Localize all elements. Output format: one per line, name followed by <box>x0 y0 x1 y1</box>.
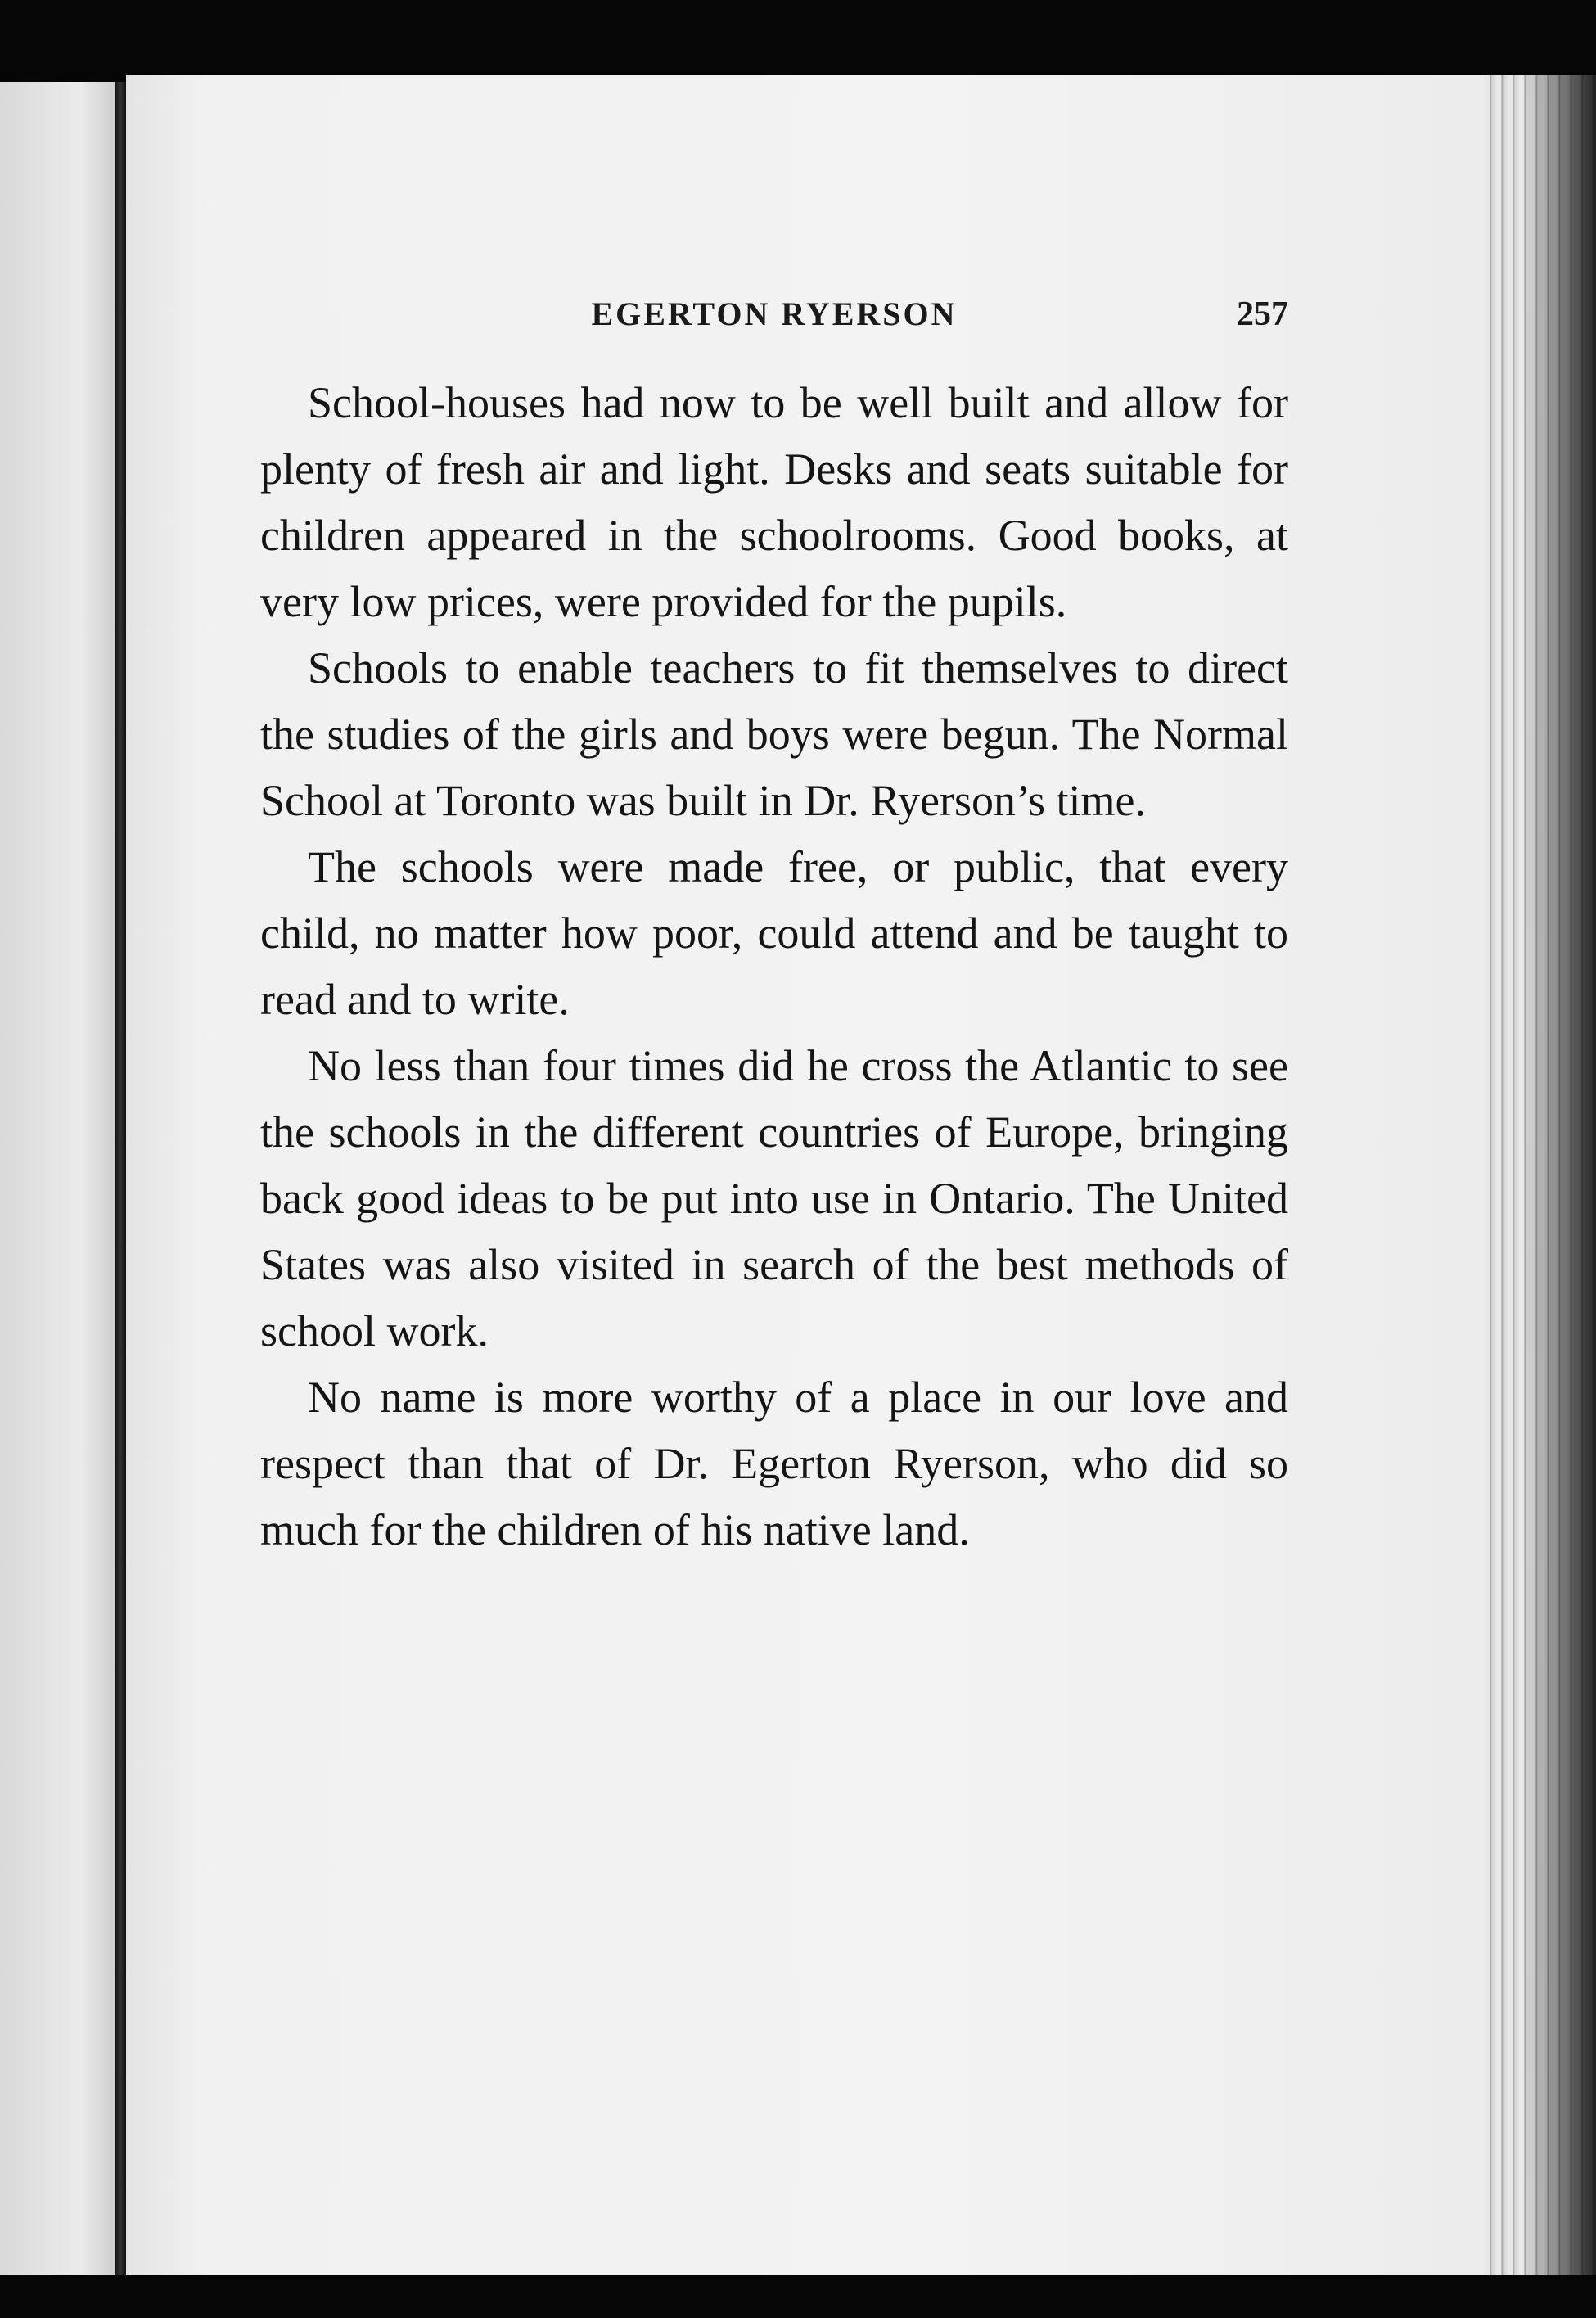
paragraph-school-houses: School-houses had now to be well built and allow for plenty of fresh air and light. Desks and seats suitable for children appeared in the schoolrooms. Good books, at very low prices, were provided for the pupils. <box>260 378 1288 626</box>
paragraph-normal-school: Schools to enable teachers to fit themselves to direct the studies of the girls and boys were begun. The Normal School at Toronto was built in Dr. Ryerson’s time. <box>260 643 1288 825</box>
running-title: EGERTON RYERSON <box>591 295 958 332</box>
paragraph-atlantic-visits: No less than four times did he cross the Atlantic to see the schools in the different countries of Europe, bringing back good ideas to be put into use in Ontario. The United States was also visited in search of the best methods of school work. <box>260 1041 1288 1355</box>
facing-page-edge <box>0 82 115 2308</box>
scan-bottom-border <box>0 2275 1596 2318</box>
page-edge-shadow <box>1522 75 1596 2308</box>
paragraph-free-schools: The schools were made free, or public, that every child, no matter how poor, could attend and be taught to read and to write. <box>260 842 1288 1024</box>
paragraph-tribute: No name is more worthy of a place in our love and respect than that of Dr. Egerton Ryerson, who did so much for the children of his native land. <box>260 1373 1288 1554</box>
page-body <box>260 370 1288 1563</box>
running-header <box>260 295 1288 344</box>
book-gutter <box>115 82 126 2308</box>
page-number: 257 <box>1237 295 1288 333</box>
